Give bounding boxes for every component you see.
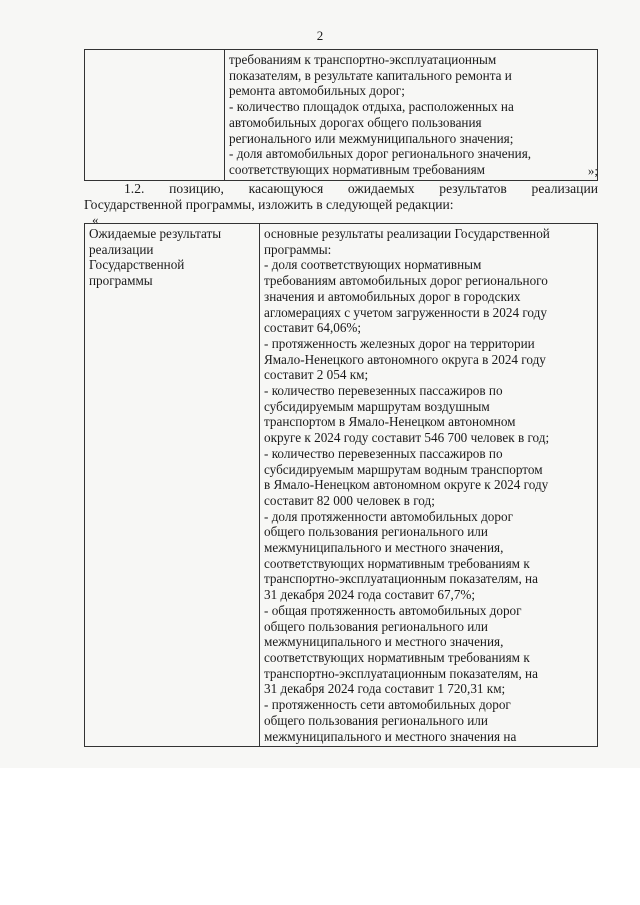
text-line: - доля автомобильных дорог регионального значения, [229, 146, 532, 162]
text-line: реализации [89, 241, 154, 257]
text-line: - протяженность сети автомобильных дорог [264, 697, 511, 713]
text-line: субсидируемым маршрутам водным транспортом [264, 461, 543, 477]
text-line: регионального или межмуниципального значения; [229, 130, 514, 146]
paragraph-1: 1.2. позицию, касающуюся ожидаемых результатов реализации [124, 181, 598, 196]
text-line: программы: [264, 241, 332, 257]
text-line: ремонта автомобильных дорог; [229, 83, 405, 99]
results-table [84, 223, 598, 747]
text-line: Ожидаемые результаты [89, 226, 222, 241]
text-line: общего пользования регионального или [264, 712, 488, 728]
text-line: - количество перевезенных пассажиров по [264, 383, 503, 399]
table-cell-text [225, 50, 598, 181]
text-line: соответствующих нормативным требованиям к [264, 649, 530, 665]
text-line: субсидируемым маршрутам воздушным [264, 398, 490, 414]
text-line: - количество площадок отдыха, расположенных на [229, 99, 514, 115]
table-cell-empty [85, 50, 225, 181]
text-line: - общая протяженность автомобильных дорог [264, 602, 522, 618]
opening-quote: « [92, 212, 99, 227]
text-line: требованиям к транспортно-эксплуатационным [229, 52, 497, 67]
text-line: значения и автомобильных дорог в городских [264, 288, 521, 304]
closing-quote: »; [587, 163, 598, 178]
text-line: межмуниципального и местного значения, [264, 540, 504, 556]
text-line: показателям, в результате капитального ремонта и [229, 67, 512, 83]
text-line: округе к 2024 году составит 546 700 человек в год; [264, 430, 550, 446]
text-line: агломерациях с учетом загруженности в 2024 году [264, 304, 547, 320]
text-line: соответствующих нормативным требованиям к [264, 555, 530, 571]
text-line: составит 82 000 человек в год; [264, 492, 435, 508]
text-line: Государственной [89, 257, 185, 273]
table-continuation [84, 49, 598, 181]
text-line: общего пользования регионального или [264, 524, 488, 540]
text-line: транспортно-эксплуатационным показателям, на [264, 665, 538, 681]
text-line: - доля соответствующих нормативным [264, 257, 482, 273]
text-line: общего пользования регионального или [264, 618, 488, 634]
table-cell-text [260, 224, 598, 747]
text-line: 31 декабря 2024 года составит 1 720,31 км; [264, 681, 506, 697]
text-line: межмуниципального и местного значения, [264, 634, 504, 650]
text-line: транспортом в Ямало-Ненецком автономном [264, 414, 516, 430]
text-line: транспортно-эксплуатационным показателям, на [264, 571, 538, 587]
text-line: в Ямало-Ненецком автономном округе к 2024 году [264, 477, 549, 493]
paragraph-2: Государственной программы, изложить в следующей редакции: [84, 197, 454, 212]
table-row [85, 224, 598, 747]
text-line: соответствующих нормативным требованиям [229, 161, 486, 177]
text-line: программы [89, 273, 153, 289]
text-line: 31 декабря 2024 года составит 67,7%; [264, 587, 476, 603]
table-row [85, 50, 598, 181]
page-number: 2 [316, 28, 324, 43]
text-line: Ямало-Ненецкого автономного округа в 2024 году [264, 351, 546, 367]
text-line: - количество перевезенных пассажиров по [264, 445, 503, 461]
text-line: автомобильных дорогах общего пользования [229, 114, 482, 130]
text-line: требованиям автомобильных дорог регионального [264, 273, 548, 289]
text-line: основные результаты реализации Государственной [264, 226, 550, 241]
text-line: - доля протяженности автомобильных дорог [264, 508, 513, 524]
table-cell-label [85, 224, 260, 747]
text-line: составит 64,06%; [264, 320, 362, 336]
text-line: межмуниципального и местного значения на [264, 728, 517, 744]
text-line: составит 2 054 км; [264, 367, 369, 383]
text-line: - протяженность железных дорог на территории [264, 335, 535, 351]
